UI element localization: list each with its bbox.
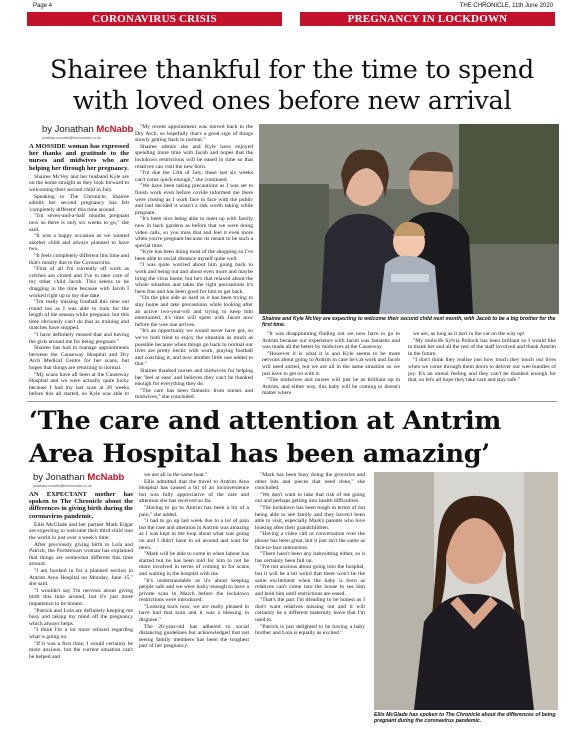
paragraph: "The lockdown has been tough in terms of not being able to see family and they haven't been able to visit, especially Mark's parents who love looking after their grandchildren. xyxy=(255,504,365,531)
paragraph: "If it was a first time, I would certainly be more anxious, but the current situation can't be helped and xyxy=(29,640,133,660)
paragraph: "Having to go to Antrim has been a bit of a pain," she added. xyxy=(139,504,249,518)
story2-portrait-photo xyxy=(374,472,558,710)
paragraph: "On the plus side as hard as it has been trying to stay home and take precautions while looking after an active two-year-old and trying to keep him entertained, it's time will spent with Jacob now before the wee one arrives. xyxy=(135,295,253,328)
paragraph: we are, as long as it isn't in the car on the way up! xyxy=(413,331,525,337)
family-photo-image xyxy=(259,124,559,314)
paragraph: Shairee thanked nurses and midwives for helping her 'feel at ease' and believes they can't be thanked enough for everything they do. xyxy=(135,367,253,388)
paragraph: "Having a video call or conversation over the phone has been great, but it just isn't the same as face-to-face interaction. xyxy=(255,531,365,551)
story1-headline: Shairee thankful for the time to spend with loved ones before new arrival xyxy=(50,55,534,116)
story2-column-1 xyxy=(29,491,133,731)
paragraph: "I'm really missing football this time out round too as I was able to train for the length of the season while pregnant, but this time obviously can't do that as training and matches have stopped. xyxy=(29,299,129,332)
paragraph: "Patrick and Lola are definitely keeping me busy and taking my mind off the pregnancy which always helps. xyxy=(29,607,133,627)
paragraph: "Mark will be able to come in when labour has started but he has been told for him to not be more involved in terms of coming in for scans and waiting in the hospital with me. xyxy=(139,551,249,577)
paragraph: "Mark has been busy doing the groceries and other bits and pieces that need done," she concluded. xyxy=(255,472,365,492)
paragraph: Shairee has had to manage appointments between the Causeway Hospital and Dry Arch Medical Centre for her scans, but hopes that things are returning to normal. xyxy=(29,345,129,372)
story2-headline: ‘The care and attention at Antrim Area Hospital has been amazing’ xyxy=(29,406,502,469)
story2-byline xyxy=(33,472,124,483)
paragraph: we are all in the same boat." xyxy=(144,472,208,478)
portrait-photo-image xyxy=(374,472,558,710)
paragraph: "It was disappointing finding out we now have to go to Antrim because our experience with Jacob was fantastic and was made all the better by midwives at the Causeway. xyxy=(262,331,400,351)
story1-lead: A MOSSIDE woman has expressed her thanks and gratitude to the nurses and midwives who are helping her through her pregnancy. xyxy=(29,143,129,172)
paragraph: "I don't think they realise just how much they touch our lives when we come through them doors to deliver our wee bundles of joy. It's an unreal feeling and they can't be thanked enough for that, so let's all hope they take care and stay safe." xyxy=(408,357,556,384)
paragraph: "My recent appointment was moved back to the Dry Arch, so hopefully that's a good sign of things slowly getting back to normal." xyxy=(135,124,253,144)
paragraph: "We don't want to take that risk of me going out and perhaps getting into health difficulties. xyxy=(255,491,365,505)
paragraph: "It feels completely different this time and that's mostly due to the Coronavirus. xyxy=(29,252,129,266)
paragraph: "I am booked in for a planned section in Antrim Area Hospital on Monday, June 15," she said. xyxy=(29,567,133,588)
story1-byline xyxy=(42,124,133,135)
story1-family-photo xyxy=(259,124,559,314)
story1-column-2 xyxy=(135,124,253,399)
paragraph: "I wouldn't say I'm nervous about giving birth this time around, but it's just more impatience to be honest. xyxy=(29,587,133,607)
page-header xyxy=(0,0,580,12)
story2-column-2 xyxy=(139,472,249,732)
paragraph: "However it is what it is and Kyle seems to be more nervous about going to Antrim in case he's at work and Jacob will need sorted, but we are all in the same situation so we just have to get on with it. xyxy=(262,350,400,377)
paragraph: "I'm not anxious about going into the hospital, but it will be a bit weird that there won't be the same excitement when the baby is born as relatives can't come into the house to see him and hold him until restrictions are eased. xyxy=(255,564,365,597)
section-banner-pregnancy: PREGNANCY IN LOCKDOWN xyxy=(300,12,555,26)
publication-date: THE CHRONICLE, 11th June 2020 xyxy=(459,3,553,9)
paragraph: Shairee McVey and her husband Kyle are on the home straight as they look forward to welcoming their second child in July. xyxy=(29,173,129,193)
story2-lead: AN EXPECTANT mother has spoken to The Chronicle about the differences in giving birth during the coronavirus pandemic. xyxy=(29,491,133,520)
story1-photo-caption: Shairee and Kyle McVey are expecting to welcome their second child next month, with Jacob to be a big brother for the first time. xyxy=(262,316,556,329)
story2-photo-caption: Eilis McGlade has spoken to The Chronicle about the differences of being pregnant during the coronavirus pandemic. xyxy=(374,712,556,725)
paragraph: Eilis McGlade and her partner Mark Edgar are expecting to welcome their third child into the world in just over a week's time. xyxy=(29,521,133,541)
paragraph: "I had to go up last week due to a lot of pain but the care and attention in Antrim was amazing as I was kept in the loop about what was going on and I didn't have to sit around and wait for news. xyxy=(139,518,249,551)
paragraph: "Looking back now, we are really pleased to have had that scan and it was a blessing in disguise." xyxy=(139,603,249,624)
page-number: Page 4 xyxy=(33,3,53,9)
paragraph: The 26-year-old has adhered to social distancing guidelines but acknowledged that not seeing family members has been the toughest part of her pregnancy. xyxy=(139,623,249,650)
paragraph: "My midwife Sylvia Pollock has been brilliant so I would like to thank her and all the rest of the staff involved and thank Antrim in the future. xyxy=(408,337,556,357)
paragraph: "First of all I'm currently off work as crèches are closed and I've to take care of my other child Jacob. This seems to be dragging in the time because with Jacob I worked right up to my due date. xyxy=(29,266,129,299)
section-divider xyxy=(27,401,557,402)
paragraph: Eilis admitted that the travel to Antrim Area Hospital has caused a bit of an inconvenience but was fully appreciative of the care and attention she has received so far. xyxy=(139,478,249,505)
paragraph: "I was quite worried about him going back to work and being out and about even more and maybe bring the virus home, but he's that relaxed about the whole situation and takes the right precautions it's been fine and has been good for him to get back. xyxy=(135,262,253,295)
paragraph: "The midwives and nurses will just be as brilliant up in Antrim, and either way, this baby will be coming to doesn't matter where xyxy=(262,377,400,397)
paragraph: "It was a happy occasion as we wanted another child and always planned to have two. xyxy=(29,233,129,253)
story1-column-4 xyxy=(408,331,556,401)
paragraph: "The care has been fantastic from nurses and midwives," she concluded. xyxy=(135,387,253,399)
story2-column-3 xyxy=(255,472,365,732)
paragraph: "It's understandable as it's about keeping people safe and we were lucky enough to have a private scan in March before the lockdown restrictions were introduced. xyxy=(139,577,249,604)
story1-column-3 xyxy=(262,331,400,401)
story2-byline-email: jonathan.mcnabb@thechronicle.co.uk xyxy=(33,484,92,488)
paragraph: After previously giving birth to Lola and Patrick, the Portstewart woman has explained that things are somewhat different this time around. xyxy=(29,541,133,568)
paragraph: "It's been nice being able to meet up with family now in back gardens as before that we were doing video calls, so you miss that and feel it even more when you're pregnant because its meant to be such a special time. xyxy=(135,216,253,249)
section-banner-coronavirus: CORONAVIRUS CRISIS xyxy=(27,12,282,26)
byline-prefix: by Jonathan xyxy=(42,124,94,135)
paragraph: "There hasn't been any babysitting either, so it has certainly been full on. xyxy=(255,551,365,564)
paragraph: "That's the part I'm dreading to be honest as I don't want relatives missing out and it will certainly be a different maternity leave that I'm used to. xyxy=(255,597,365,624)
paragraph: "Patrick is just delighted to be having a baby brother and Lola is equally as excited." xyxy=(255,623,365,637)
paragraph: "I'm due the 12th of July, these last six weeks can't come quick enough," she continued. xyxy=(135,170,253,183)
paragraph: "We have been taking precautions as I was set to finish work even before covide informed me there were closing as I work face to face with the public and had decided it wasn't a risk worth taking while pregnant. xyxy=(135,183,253,216)
paragraph: "It's an opportunity we would never have got, so we've both tried to enjoy the situation as much as possible because when things go back to normal our lives are pretty hectic with work, playing football and coaching it, and now another little one added to that." xyxy=(135,328,253,368)
paragraph: "I'm seven-and-a-half months pregnant now so there is only six weeks to go," she said. xyxy=(29,213,129,233)
paragraph: Speaking to The Chronicle, Shairee admits her second pregnancy has felt 'completely different' this time around. xyxy=(29,193,129,213)
byline-author: McNabb xyxy=(96,124,134,135)
paragraph: "My scans have all been at the Causeway Hospital and we were actually quite lucky because I had my last scan at 20 weeks before this all started, so Kyle was able to xyxy=(29,371,129,398)
story1-column-1 xyxy=(29,143,129,398)
paragraph: "Kyle has been doing most of the shopping so I've been able to social distance myself quite well. xyxy=(135,249,253,262)
story1-byline-email: jonathan.mcnabb@thechronicle.co.uk xyxy=(42,136,101,140)
paragraph: "I think I'm a lot more relaxed regarding what is going on. xyxy=(29,627,133,640)
byline-prefix: by Jonathan xyxy=(33,472,85,483)
paragraph: Shairee admits she and Kyle have enjoyed spending more time with Jacob and hopes that the lockdown restrictions will be eased in time so that relatives can visit the new born. xyxy=(135,143,253,170)
paragraph: "I have definitely missed that and having the girls around me for being pregnant." xyxy=(29,332,129,345)
byline-author: McNabb xyxy=(87,472,125,483)
